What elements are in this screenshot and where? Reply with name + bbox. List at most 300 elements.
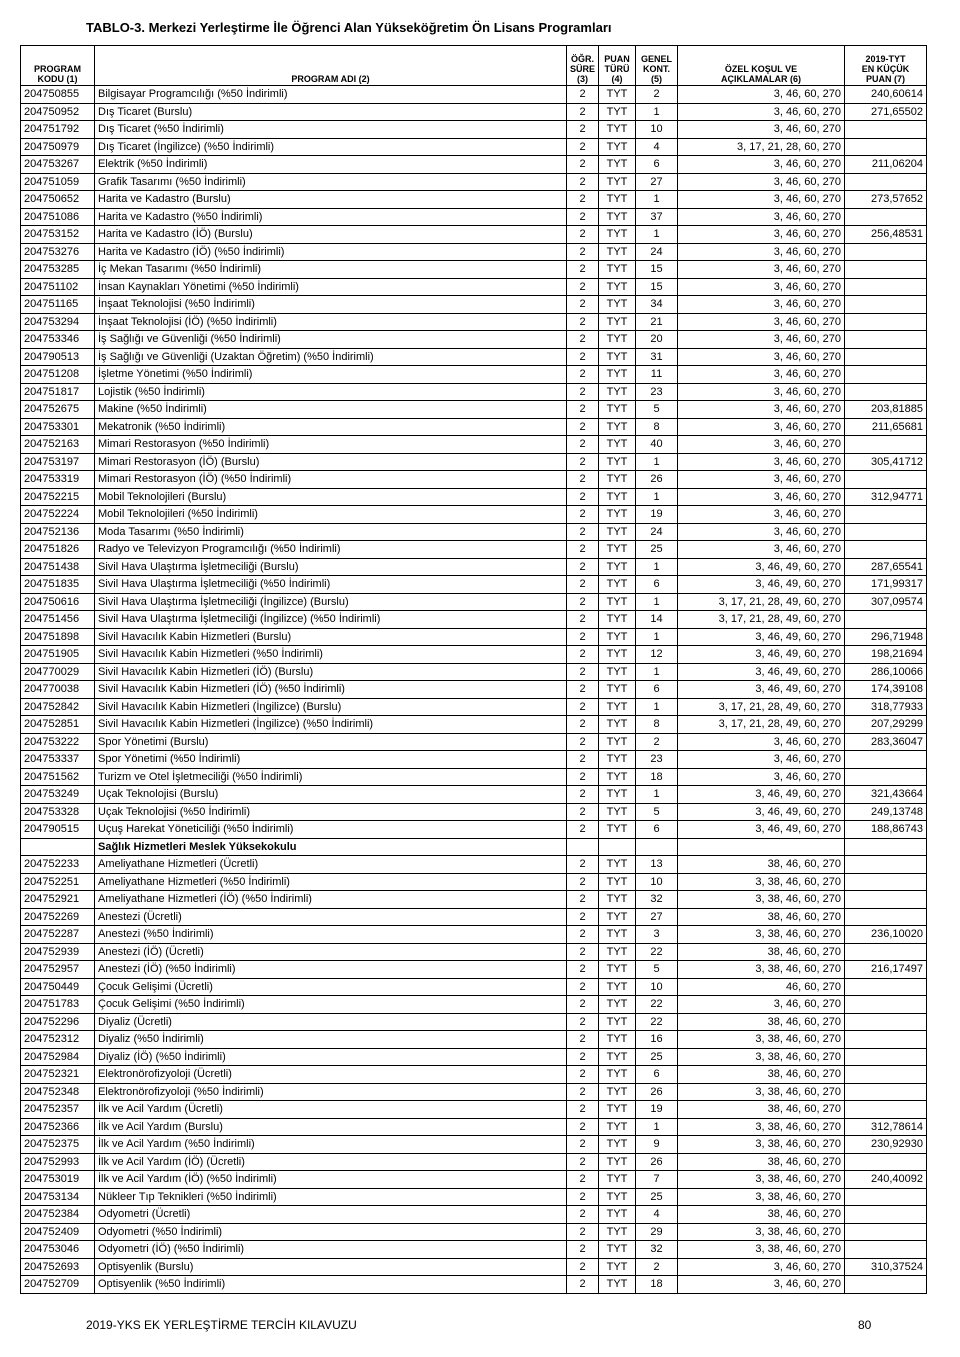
header-row — [21, 46, 927, 86]
cell-general-quota: 18 — [636, 1276, 678, 1294]
cell-special-conditions: 3, 46, 49, 60, 270 — [678, 628, 845, 646]
cell-general-quota: 7 — [636, 1171, 678, 1189]
cell-program-code: 204752296 — [21, 1013, 95, 1031]
cell-general-quota: 10 — [636, 121, 678, 139]
cell-score-type: TYT — [599, 1048, 636, 1066]
cell-score-type: TYT — [599, 348, 636, 366]
table-body — [21, 86, 927, 1294]
cell-general-quota: 1 — [636, 1118, 678, 1136]
cell-duration: 2 — [567, 1188, 599, 1206]
cell-general-quota: 26 — [636, 1083, 678, 1101]
cell-special-conditions: 3, 38, 46, 60, 270 — [678, 1136, 845, 1154]
table-row — [21, 873, 927, 891]
cell-score-type: TYT — [599, 121, 636, 139]
cell-min-score — [845, 313, 927, 331]
cell-program-name: İlk ve Acil Yardım (Burslu) — [95, 1118, 567, 1136]
cell-program-code: 204753152 — [21, 226, 95, 244]
table-row — [21, 926, 927, 944]
cell-program-code: 204752366 — [21, 1118, 95, 1136]
cell-program-code: 204752957 — [21, 961, 95, 979]
cell-program-code: 204752709 — [21, 1276, 95, 1294]
cell-duration: 2 — [567, 1136, 599, 1154]
table-row — [21, 1206, 927, 1224]
cell-special-conditions: 3, 46, 60, 270 — [678, 488, 845, 506]
cell-duration: 2 — [567, 926, 599, 944]
cell-general-quota: 3 — [636, 926, 678, 944]
table-row — [21, 593, 927, 611]
cell-special-conditions: 3, 46, 49, 60, 270 — [678, 803, 845, 821]
cell-general-quota: 19 — [636, 1101, 678, 1119]
cell-min-score — [845, 908, 927, 926]
page-number: 80 — [858, 1318, 872, 1332]
cell-score-type: TYT — [599, 943, 636, 961]
cell-min-score: 321,43664 — [845, 786, 927, 804]
cell-score-type: TYT — [599, 856, 636, 874]
cell-min-score: 273,57652 — [845, 191, 927, 209]
table-row — [21, 1153, 927, 1171]
cell-min-score: 249,13748 — [845, 803, 927, 821]
cell-min-score — [845, 138, 927, 156]
cell-duration: 2 — [567, 1171, 599, 1189]
cell-min-score — [845, 1031, 927, 1049]
cell-special-conditions: 38, 46, 60, 270 — [678, 943, 845, 961]
table-row — [21, 786, 927, 804]
cell-program-name: Diyaliz (İÖ) (%50 İndirimli) — [95, 1048, 567, 1066]
cell-duration: 2 — [567, 418, 599, 436]
cell-special-conditions: 3, 46, 60, 270 — [678, 768, 845, 786]
cell-special-conditions: 3, 46, 60, 270 — [678, 383, 845, 401]
cell-duration: 2 — [567, 768, 599, 786]
cell-min-score — [845, 996, 927, 1014]
cell-general-quota: 1 — [636, 191, 678, 209]
cell-general-quota: 34 — [636, 296, 678, 314]
cell-min-score: 287,65541 — [845, 558, 927, 576]
cell-program-name: İlk ve Acil Yardım (İÖ) (Ücretli) — [95, 1153, 567, 1171]
cell-min-score — [845, 1206, 927, 1224]
cell-score-type: TYT — [599, 698, 636, 716]
table-row — [21, 1048, 927, 1066]
cell-score-type: TYT — [599, 86, 636, 104]
cell-program-name: Odyometri (%50 İndirimli) — [95, 1223, 567, 1241]
cell-program-name: Sivil Havacılık Kabin Hizmetleri (%50 İndirimli) — [95, 646, 567, 664]
cell-min-score — [845, 1153, 927, 1171]
cell-min-score: 256,48531 — [845, 226, 927, 244]
cell-program-name: İnşaat Teknolojisi (%50 İndirimli) — [95, 296, 567, 314]
cell-general-quota: 20 — [636, 331, 678, 349]
header-program-code: PROGRAM KODU (1) — [21, 46, 95, 86]
cell-general-quota: 5 — [636, 803, 678, 821]
cell-general-quota: 1 — [636, 103, 678, 121]
table-row — [21, 1171, 927, 1189]
cell-general-quota: 1 — [636, 558, 678, 576]
cell-program-code: 204790513 — [21, 348, 95, 366]
cell-duration: 2 — [567, 786, 599, 804]
table-row — [21, 313, 927, 331]
cell-general-quota: 1 — [636, 488, 678, 506]
cell-duration: 2 — [567, 1066, 599, 1084]
cell-score-type: TYT — [599, 646, 636, 664]
header-duration: ÖĞR. SÜRE (3) — [567, 46, 599, 86]
cell-special-conditions: 3, 46, 60, 270 — [678, 243, 845, 261]
cell-score-type: TYT — [599, 436, 636, 454]
cell-min-score — [845, 173, 927, 191]
table-row — [21, 331, 927, 349]
cell-program-code: 204751792 — [21, 121, 95, 139]
cell-program-name: İşletme Yönetimi (%50 İndirimli) — [95, 366, 567, 384]
cell-program-name: Sivil Havacılık Kabin Hizmetleri (İngilizce) (%50 İndirimli) — [95, 716, 567, 734]
cell-program-name: Harita ve Kadastro (İÖ) (%50 İndirimli) — [95, 243, 567, 261]
cell-program-code: 204752136 — [21, 523, 95, 541]
cell-duration: 2 — [567, 646, 599, 664]
table-row — [21, 138, 927, 156]
cell-program-name: İç Mekan Tasarımı (%50 İndirimli) — [95, 261, 567, 279]
cell-program-code — [21, 838, 95, 856]
cell-special-conditions: 46, 60, 270 — [678, 978, 845, 996]
cell-score-type: TYT — [599, 611, 636, 629]
table-row — [21, 663, 927, 681]
table-row — [21, 506, 927, 524]
cell-program-code: 204753249 — [21, 786, 95, 804]
cell-score-type: TYT — [599, 278, 636, 296]
cell-program-name: Anestezi (Ücretli) — [95, 908, 567, 926]
cell-duration: 2 — [567, 331, 599, 349]
cell-score-type: TYT — [599, 751, 636, 769]
cell-program-code: 204753328 — [21, 803, 95, 821]
cell-general-quota: 13 — [636, 856, 678, 874]
cell-program-name: Optisyenlik (Burslu) — [95, 1258, 567, 1276]
cell-duration: 2 — [567, 1083, 599, 1101]
cell-special-conditions: 3, 46, 60, 270 — [678, 366, 845, 384]
cell-general-quota: 25 — [636, 541, 678, 559]
cell-score-type: TYT — [599, 558, 636, 576]
cell-score-type: TYT — [599, 681, 636, 699]
cell-special-conditions: 3, 46, 60, 270 — [678, 261, 845, 279]
cell-program-name: Anestezi (İÖ) (%50 İndirimli) — [95, 961, 567, 979]
cell-score-type: TYT — [599, 471, 636, 489]
cell-program-code: 204753134 — [21, 1188, 95, 1206]
cell-score-type: TYT — [599, 716, 636, 734]
cell-min-score: 236,10020 — [845, 926, 927, 944]
cell-score-type: TYT — [599, 208, 636, 226]
cell-min-score: 283,36047 — [845, 733, 927, 751]
cell-program-code: 204770029 — [21, 663, 95, 681]
cell-score-type: TYT — [599, 156, 636, 174]
cell-general-quota: 12 — [636, 646, 678, 664]
cell-score-type: TYT — [599, 103, 636, 121]
cell-program-code: 204752357 — [21, 1101, 95, 1119]
header-min-score: 2019-TYT EN KÜÇÜK PUAN (7) — [845, 46, 927, 86]
cell-score-type: TYT — [599, 541, 636, 559]
cell-general-quota: 23 — [636, 751, 678, 769]
cell-score-type: TYT — [599, 1013, 636, 1031]
cell-general-quota: 26 — [636, 1153, 678, 1171]
cell-min-score: 310,37524 — [845, 1258, 927, 1276]
cell-min-score: 305,41712 — [845, 453, 927, 471]
cell-duration: 2 — [567, 996, 599, 1014]
cell-program-code: 204751165 — [21, 296, 95, 314]
cell-special-conditions: 3, 46, 60, 270 — [678, 348, 845, 366]
cell-min-score: 296,71948 — [845, 628, 927, 646]
cell-special-conditions: 3, 46, 49, 60, 270 — [678, 681, 845, 699]
cell-general-quota: 24 — [636, 523, 678, 541]
cell-score-type: TYT — [599, 1101, 636, 1119]
table-row — [21, 243, 927, 261]
table-row — [21, 191, 927, 209]
cell-general-quota: 6 — [636, 156, 678, 174]
cell-general-quota: 22 — [636, 1013, 678, 1031]
cell-special-conditions: 3, 46, 60, 270 — [678, 86, 845, 104]
table-row — [21, 541, 927, 559]
table-row — [21, 471, 927, 489]
cell-duration: 2 — [567, 961, 599, 979]
cell-score-type: TYT — [599, 243, 636, 261]
cell-general-quota: 31 — [636, 348, 678, 366]
cell-duration: 2 — [567, 523, 599, 541]
cell-program-code: 204752375 — [21, 1136, 95, 1154]
table-row — [21, 1276, 927, 1294]
cell-min-score — [845, 261, 927, 279]
cell-program-code: 204752321 — [21, 1066, 95, 1084]
table-row — [21, 576, 927, 594]
cell-min-score — [845, 1276, 927, 1294]
table-row — [21, 1136, 927, 1154]
cell-duration: 2 — [567, 1048, 599, 1066]
cell-program-name: İnşaat Teknolojisi (İÖ) (%50 İndirimli) — [95, 313, 567, 331]
cell-special-conditions: 3, 46, 60, 270 — [678, 523, 845, 541]
cell-min-score — [845, 1083, 927, 1101]
cell-program-code: 204753294 — [21, 313, 95, 331]
table-row — [21, 86, 927, 104]
cell-program-name: Grafik Tasarımı (%50 İndirimli) — [95, 173, 567, 191]
cell-program-code: 204752842 — [21, 698, 95, 716]
cell-min-score: 312,94771 — [845, 488, 927, 506]
cell-program-name: Lojistik (%50 İndirimli) — [95, 383, 567, 401]
cell-score-type: TYT — [599, 733, 636, 751]
cell-program-name: Radyo ve Televizyon Programcılığı (%50 İndirimli) — [95, 541, 567, 559]
cell-general-quota: 9 — [636, 1136, 678, 1154]
cell-program-code: 204790515 — [21, 821, 95, 839]
cell-program-code: 204753337 — [21, 751, 95, 769]
table-row — [21, 488, 927, 506]
table-row — [21, 436, 927, 454]
cell-special-conditions: 3, 38, 46, 60, 270 — [678, 1031, 845, 1049]
cell-program-name: Uçuş Harekat Yöneticiliği (%50 İndirimli) — [95, 821, 567, 839]
cell-special-conditions: 3, 46, 60, 270 — [678, 541, 845, 559]
cell-general-quota: 6 — [636, 576, 678, 594]
cell-score-type: TYT — [599, 786, 636, 804]
cell-special-conditions: 3, 46, 49, 60, 270 — [678, 576, 845, 594]
header-score-type: PUAN TÜRÜ (4) — [599, 46, 636, 86]
cell-special-conditions: 3, 38, 46, 60, 270 — [678, 891, 845, 909]
cell-general-quota: 1 — [636, 593, 678, 611]
cell-special-conditions: 3, 38, 46, 60, 270 — [678, 926, 845, 944]
cell-min-score — [845, 348, 927, 366]
cell-score-type: TYT — [599, 401, 636, 419]
cell-score-type: TYT — [599, 191, 636, 209]
table-row — [21, 278, 927, 296]
cell-min-score: 307,09574 — [845, 593, 927, 611]
cell-special-conditions: 3, 46, 60, 270 — [678, 996, 845, 1014]
cell-duration: 2 — [567, 908, 599, 926]
cell-special-conditions: 38, 46, 60, 270 — [678, 908, 845, 926]
cell-duration: 2 — [567, 803, 599, 821]
cell-special-conditions: 3, 46, 49, 60, 270 — [678, 558, 845, 576]
cell-min-score — [845, 1101, 927, 1119]
cell-program-code: 204770038 — [21, 681, 95, 699]
cell-special-conditions: 3, 46, 60, 270 — [678, 401, 845, 419]
cell-special-conditions: 3, 46, 60, 270 — [678, 121, 845, 139]
cell-program-code: 204750855 — [21, 86, 95, 104]
cell-program-name: Sivil Havacılık Kabin Hizmetleri (İÖ) (Burslu) — [95, 663, 567, 681]
cell-program-code: 204750449 — [21, 978, 95, 996]
cell-min-score — [845, 751, 927, 769]
cell-special-conditions: 3, 38, 46, 60, 270 — [678, 1223, 845, 1241]
cell-program-code: 204753276 — [21, 243, 95, 261]
cell-special-conditions: 3, 46, 60, 270 — [678, 733, 845, 751]
cell-duration: 2 — [567, 313, 599, 331]
cell-duration: 2 — [567, 891, 599, 909]
table-row — [21, 523, 927, 541]
cell-program-name: Moda Tasarımı (%50 İndirimli) — [95, 523, 567, 541]
cell-duration: 2 — [567, 366, 599, 384]
cell-program-name: Uçak Teknolojisi (Burslu) — [95, 786, 567, 804]
cell-general-quota: 6 — [636, 821, 678, 839]
programs-table — [20, 45, 927, 1294]
cell-program-name: Diyaliz (Ücretli) — [95, 1013, 567, 1031]
table-row — [21, 173, 927, 191]
cell-special-conditions: 3, 46, 60, 270 — [678, 436, 845, 454]
cell-program-code: 204751438 — [21, 558, 95, 576]
cell-duration: 2 — [567, 86, 599, 104]
cell-program-code: 204752993 — [21, 1153, 95, 1171]
cell-score-type: TYT — [599, 908, 636, 926]
cell-duration: 2 — [567, 681, 599, 699]
cell-score-type: TYT — [599, 1188, 636, 1206]
header-program-name: PROGRAM ADI (2) — [95, 46, 567, 86]
cell-duration: 2 — [567, 698, 599, 716]
cell-special-conditions: 3, 38, 46, 60, 270 — [678, 1241, 845, 1259]
cell-score-type: TYT — [599, 1136, 636, 1154]
cell-duration: 2 — [567, 296, 599, 314]
cell-program-name: İlk ve Acil Yardım (Ücretli) — [95, 1101, 567, 1119]
cell-special-conditions: 3, 38, 46, 60, 270 — [678, 1188, 845, 1206]
cell-score-type: TYT — [599, 891, 636, 909]
cell-special-conditions: 3, 46, 49, 60, 270 — [678, 646, 845, 664]
cell-min-score: 271,65502 — [845, 103, 927, 121]
cell-min-score — [845, 873, 927, 891]
cell-score-type: TYT — [599, 821, 636, 839]
table-row — [21, 1118, 927, 1136]
cell-program-code: 204753346 — [21, 331, 95, 349]
cell-duration: 2 — [567, 208, 599, 226]
cell-duration: 2 — [567, 873, 599, 891]
cell-program-name: Çocuk Gelişimi (%50 İndirimli) — [95, 996, 567, 1014]
cell-score-type: TYT — [599, 383, 636, 401]
cell-general-quota: 15 — [636, 261, 678, 279]
cell-special-conditions: 3, 17, 21, 28, 49, 60, 270 — [678, 611, 845, 629]
cell-general-quota: 1 — [636, 698, 678, 716]
cell-special-conditions: 3, 46, 60, 270 — [678, 453, 845, 471]
table-row — [21, 611, 927, 629]
cell-min-score — [845, 366, 927, 384]
cell-duration: 2 — [567, 471, 599, 489]
table-row — [21, 226, 927, 244]
table-row — [21, 383, 927, 401]
cell-score-type: TYT — [599, 576, 636, 594]
cell-program-name: Spor Yönetimi (%50 İndirimli) — [95, 751, 567, 769]
cell-program-name: Anestezi (İÖ) (Ücretli) — [95, 943, 567, 961]
cell-score-type: TYT — [599, 768, 636, 786]
cell-program-code: 204752233 — [21, 856, 95, 874]
cell-duration: 2 — [567, 1031, 599, 1049]
cell-special-conditions: 3, 46, 60, 270 — [678, 156, 845, 174]
cell-min-score: 318,77933 — [845, 698, 927, 716]
cell-program-name: Elektrik (%50 İndirimli) — [95, 156, 567, 174]
cell-program-code: 204751835 — [21, 576, 95, 594]
cell-duration: 2 — [567, 278, 599, 296]
table-row — [21, 821, 927, 839]
cell-special-conditions: 3, 46, 60, 270 — [678, 103, 845, 121]
cell-min-score — [845, 296, 927, 314]
cell-duration: 2 — [567, 716, 599, 734]
cell-program-code: 204750652 — [21, 191, 95, 209]
cell-special-conditions: 3, 46, 60, 270 — [678, 751, 845, 769]
cell-min-score — [845, 436, 927, 454]
table-row — [21, 628, 927, 646]
cell-program-code: 204752384 — [21, 1206, 95, 1224]
table-row — [21, 1083, 927, 1101]
cell-special-conditions: 3, 38, 46, 60, 270 — [678, 1083, 845, 1101]
table-row — [21, 366, 927, 384]
cell-special-conditions: 3, 46, 49, 60, 270 — [678, 821, 845, 839]
cell-program-code: 204752287 — [21, 926, 95, 944]
cell-score-type: TYT — [599, 418, 636, 436]
cell-score-type: TYT — [599, 1066, 636, 1084]
cell-program-code: 204751086 — [21, 208, 95, 226]
cell-special-conditions — [678, 838, 845, 856]
cell-score-type — [599, 838, 636, 856]
cell-special-conditions: 3, 38, 46, 60, 270 — [678, 1171, 845, 1189]
cell-program-name: Harita ve Kadastro (Burslu) — [95, 191, 567, 209]
cell-program-code: 204752409 — [21, 1223, 95, 1241]
cell-program-code: 204750616 — [21, 593, 95, 611]
cell-general-quota: 6 — [636, 1066, 678, 1084]
cell-general-quota: 40 — [636, 436, 678, 454]
cell-special-conditions: 3, 46, 49, 60, 270 — [678, 663, 845, 681]
table-row — [21, 1223, 927, 1241]
cell-program-name: Odyometri (İÖ) (%50 İndirimli) — [95, 1241, 567, 1259]
cell-duration: 2 — [567, 243, 599, 261]
cell-special-conditions: 3, 46, 60, 270 — [678, 331, 845, 349]
table-row — [21, 751, 927, 769]
cell-program-code: 204751102 — [21, 278, 95, 296]
cell-program-code: 204752939 — [21, 943, 95, 961]
cell-general-quota: 1 — [636, 663, 678, 681]
cell-general-quota: 10 — [636, 873, 678, 891]
cell-program-name: Anestezi (%50 İndirimli) — [95, 926, 567, 944]
cell-score-type: TYT — [599, 173, 636, 191]
cell-duration: 2 — [567, 348, 599, 366]
cell-duration: 2 — [567, 1101, 599, 1119]
cell-special-conditions: 3, 38, 46, 60, 270 — [678, 1118, 845, 1136]
cell-score-type: TYT — [599, 1206, 636, 1224]
cell-duration: 2 — [567, 1276, 599, 1294]
cell-special-conditions: 38, 46, 60, 270 — [678, 1101, 845, 1119]
cell-score-type: TYT — [599, 1118, 636, 1136]
cell-score-type: TYT — [599, 663, 636, 681]
cell-score-type: TYT — [599, 488, 636, 506]
cell-general-quota: 2 — [636, 1258, 678, 1276]
